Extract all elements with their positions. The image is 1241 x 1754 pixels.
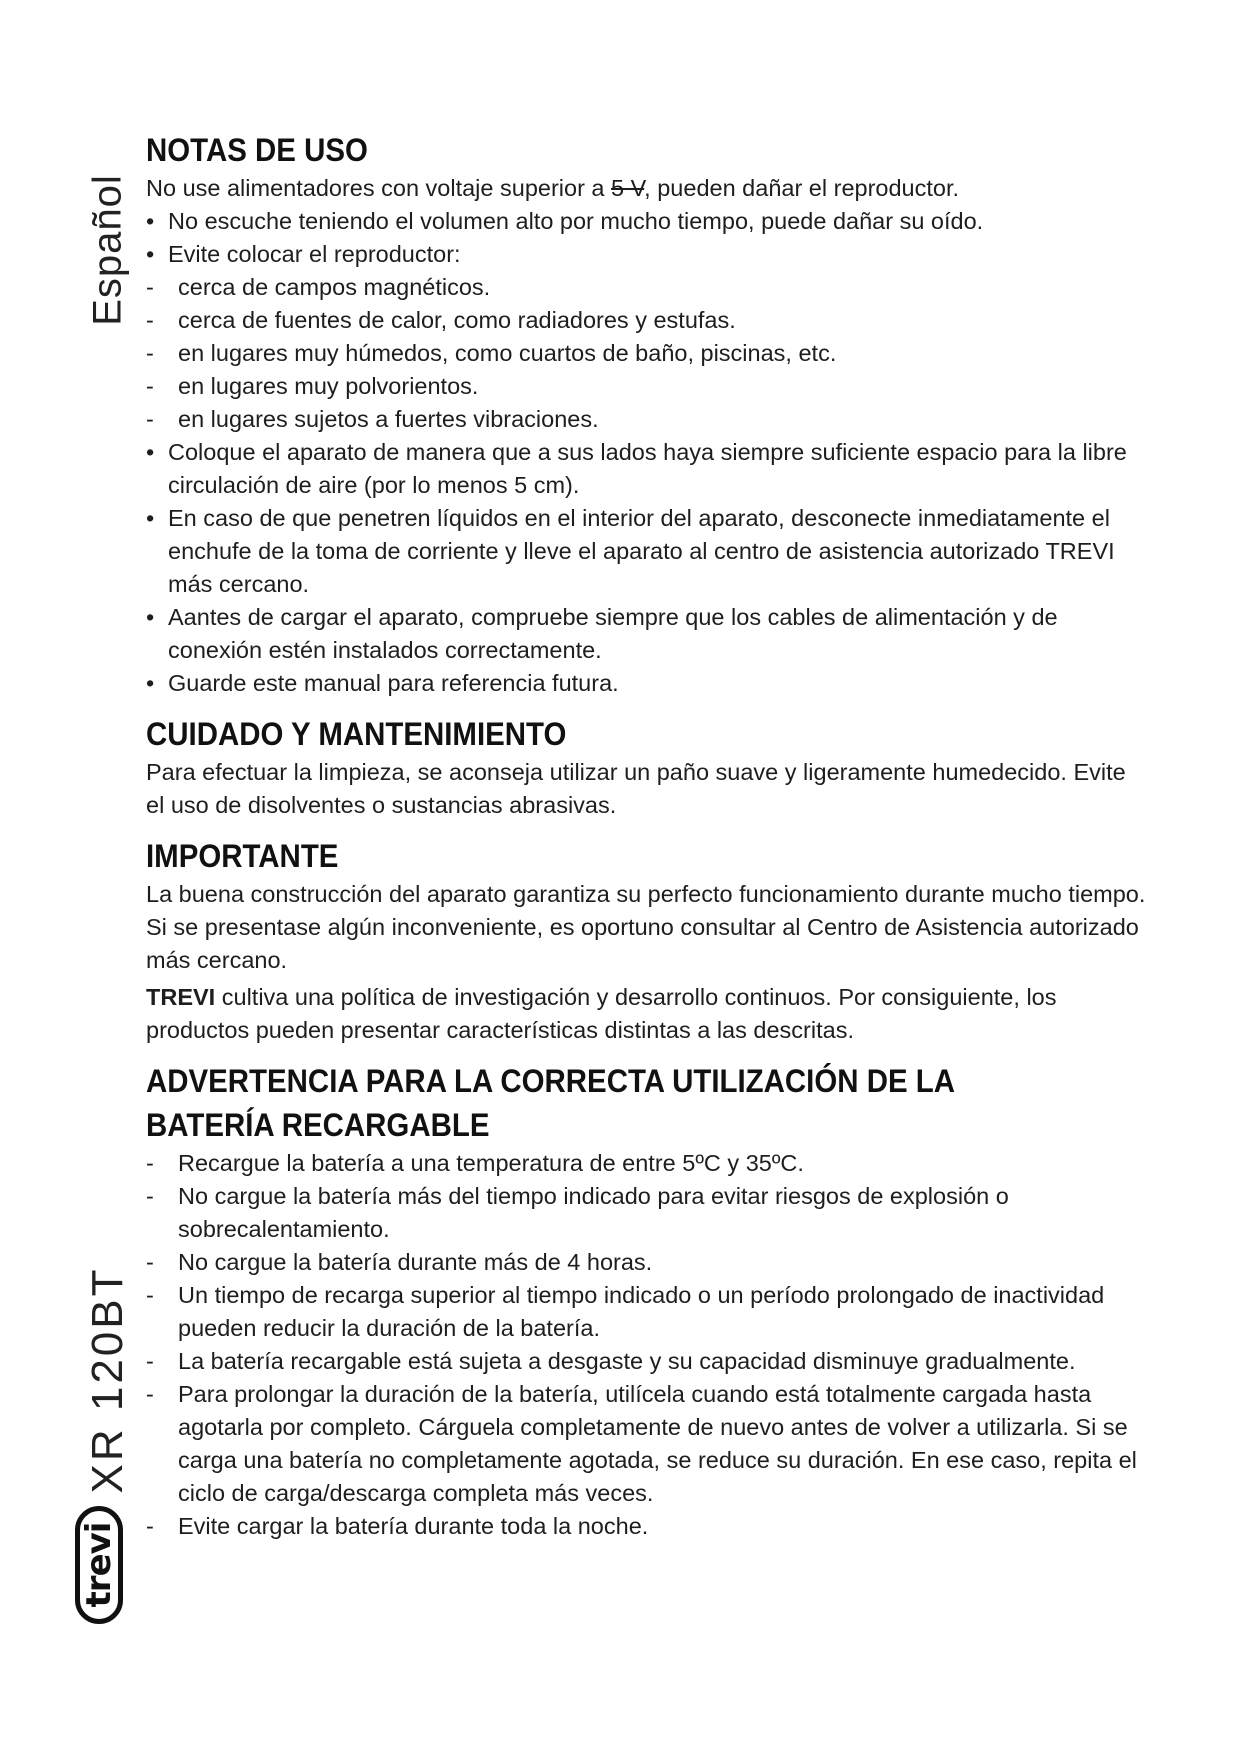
model-label xyxy=(78,1260,138,1500)
voltage-value: 5 V xyxy=(611,175,645,201)
trevi-logo xyxy=(68,1500,130,1630)
important-text-2 xyxy=(146,981,1146,1047)
trevi-logo-badge xyxy=(75,1506,123,1624)
usage-title: NOTAS DE USO xyxy=(146,132,368,168)
battery-item: - Para prolongar la duración de la batería, utilícela cuando está totalmente cargada hasta agotarla por completo. Cárguela completamente de nuevo antes de volver a utilizarla. Si se carga una batería no completamente agotada, se reduce su duración. En ese caso, repita el ciclo de carga/descarga completa más veces. xyxy=(146,1378,1146,1510)
language-text: Español xyxy=(85,174,130,326)
bullet-volume: • No escuche teniendo el volumen alto por mucho tiempo, puede dañar su oído. xyxy=(146,205,1146,238)
usage-intro-before: No use alimentadores con voltaje superior a xyxy=(146,175,612,201)
brand-name: TREVI xyxy=(146,984,216,1010)
usage-section xyxy=(146,128,1146,700)
important-text-2-body: cultiva una política de investigación y desarrollo continuos. Por consiguiente, los productos pueden presentar características distintas a las descritas. xyxy=(146,984,1057,1043)
bullet-manual: • Guarde este manual para referencia futura. xyxy=(146,667,1146,700)
battery-item: - No cargue la batería más del tiempo indicado para evitar riesgos de explosión o sobrecalentamiento. xyxy=(146,1180,1146,1246)
usage-intro-after: , pueden dañar el reproductor. xyxy=(644,175,960,201)
battery-item: - La batería recargable está sujeta a desgaste y su capacidad disminuye gradualmente. xyxy=(146,1345,1146,1378)
battery-item: - Recargue la batería a una temperatura de entre 5ºC y 35ºC. xyxy=(146,1147,1146,1180)
battery-title: ADVERTENCIA PARA LA CORRECTA UTILIZACIÓN DE LA BATERÍA RECARGABLE xyxy=(146,1063,954,1143)
avoid-item: - cerca de campos magnéticos. xyxy=(146,271,1146,304)
battery-section xyxy=(146,1059,1146,1543)
battery-item: - Un tiempo de recarga superior al tiempo indicado o un período prolongado de inactividad pueden reducir la duración de la batería. xyxy=(146,1279,1146,1345)
avoid-item: - en lugares sujetos a fuertes vibraciones. xyxy=(146,403,1146,436)
usage-list xyxy=(146,205,1146,700)
page-content xyxy=(146,128,1146,1543)
important-text: La buena construcción del aparato garantiza su perfecto funcionamiento durante mucho tiempo. Si se presentase algún inconveniente, es oportuno consultar al Centro de Asistencia autorizado más cercano. xyxy=(146,881,1146,973)
bullet-cables: • Aantes de cargar el aparato, compruebe siempre que los cables de alimentación y de conexión estén instalados correctamente. xyxy=(146,601,1146,667)
bullet-liquids: • En caso de que penetren líquidos en el interior del aparato, desconecte inmediatamente el enchufe de la toma de corriente y lleve el aparato al centro de asistencia autorizado TREVI más cercano. xyxy=(146,502,1146,601)
important-title: IMPORTANTE xyxy=(146,838,339,874)
model-text: XR 120BT xyxy=(83,1266,132,1494)
battery-list xyxy=(146,1147,1146,1543)
avoid-item: - cerca de fuentes de calor, como radiadores y estufas. xyxy=(146,304,1146,337)
bullet-avoid: • Evite colocar el reproductor: xyxy=(146,238,1146,271)
important-section xyxy=(146,834,1146,1047)
care-section xyxy=(146,712,1146,822)
care-text: Para efectuar la limpieza, se aconseja utilizar un paño suave y ligeramente humedecido. Evite el uso de disolventes o sustancias abrasivas. xyxy=(146,759,1126,818)
battery-item: - No cargue la batería durante más de 4 horas. xyxy=(146,1246,1146,1279)
bullet-space: • Coloque el aparato de manera que a sus lados haya siempre suficiente espacio para la libre circulación de aire (por lo menos 5 cm). xyxy=(146,436,1146,502)
usage-intro xyxy=(146,172,1146,205)
language-label xyxy=(78,170,138,330)
avoid-item: - en lugares muy húmedos, como cuartos de baño, piscinas, etc. xyxy=(146,337,1146,370)
care-title: CUIDADO Y MANTENIMIENTO xyxy=(146,716,567,752)
avoid-item: - en lugares muy polvorientos. xyxy=(146,370,1146,403)
trevi-logo-text: trevi xyxy=(79,1522,119,1608)
battery-item: - Evite cargar la batería durante toda la noche. xyxy=(146,1510,1146,1543)
